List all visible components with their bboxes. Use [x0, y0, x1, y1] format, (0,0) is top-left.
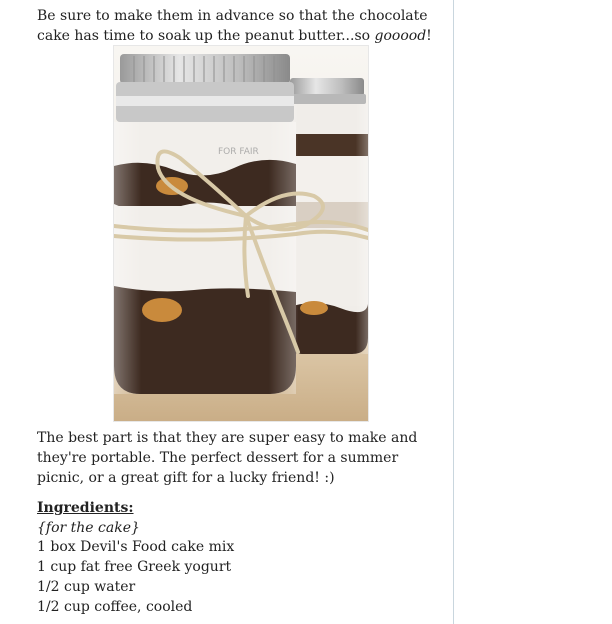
ingredients-subheading: {for the cake} — [37, 519, 140, 536]
ingredients-heading: Ingredients: — [37, 500, 134, 516]
ingredient-item: 1/2 cup coffee, cooled — [37, 598, 193, 615]
ingredient-list — [37, 538, 447, 617]
intro-emphasis: gooood — [374, 28, 427, 44]
back-jar — [286, 78, 368, 354]
ingredients-section — [37, 499, 447, 617]
ingredient-item: 1/2 cup water — [37, 578, 136, 595]
intro-paragraph — [37, 6, 447, 46]
description-paragraph: The best part is that they are super easy to make and they're portable. The perfect dessert for a summer picnic, or a great gift for a lucky friend! :) — [37, 430, 418, 486]
intro-text: Be sure to make them in advance so that the chocolate cake has time to soak up the peanut butter...so — [37, 8, 428, 44]
front-jar — [114, 54, 296, 394]
intro-text-end: ! — [426, 28, 432, 44]
cake-jar-photo — [113, 45, 369, 422]
ingredient-item: 1 box Devil's Food cake mix — [37, 539, 235, 556]
ingredient-item: 1 cup fat free Greek yogurt — [37, 559, 232, 576]
